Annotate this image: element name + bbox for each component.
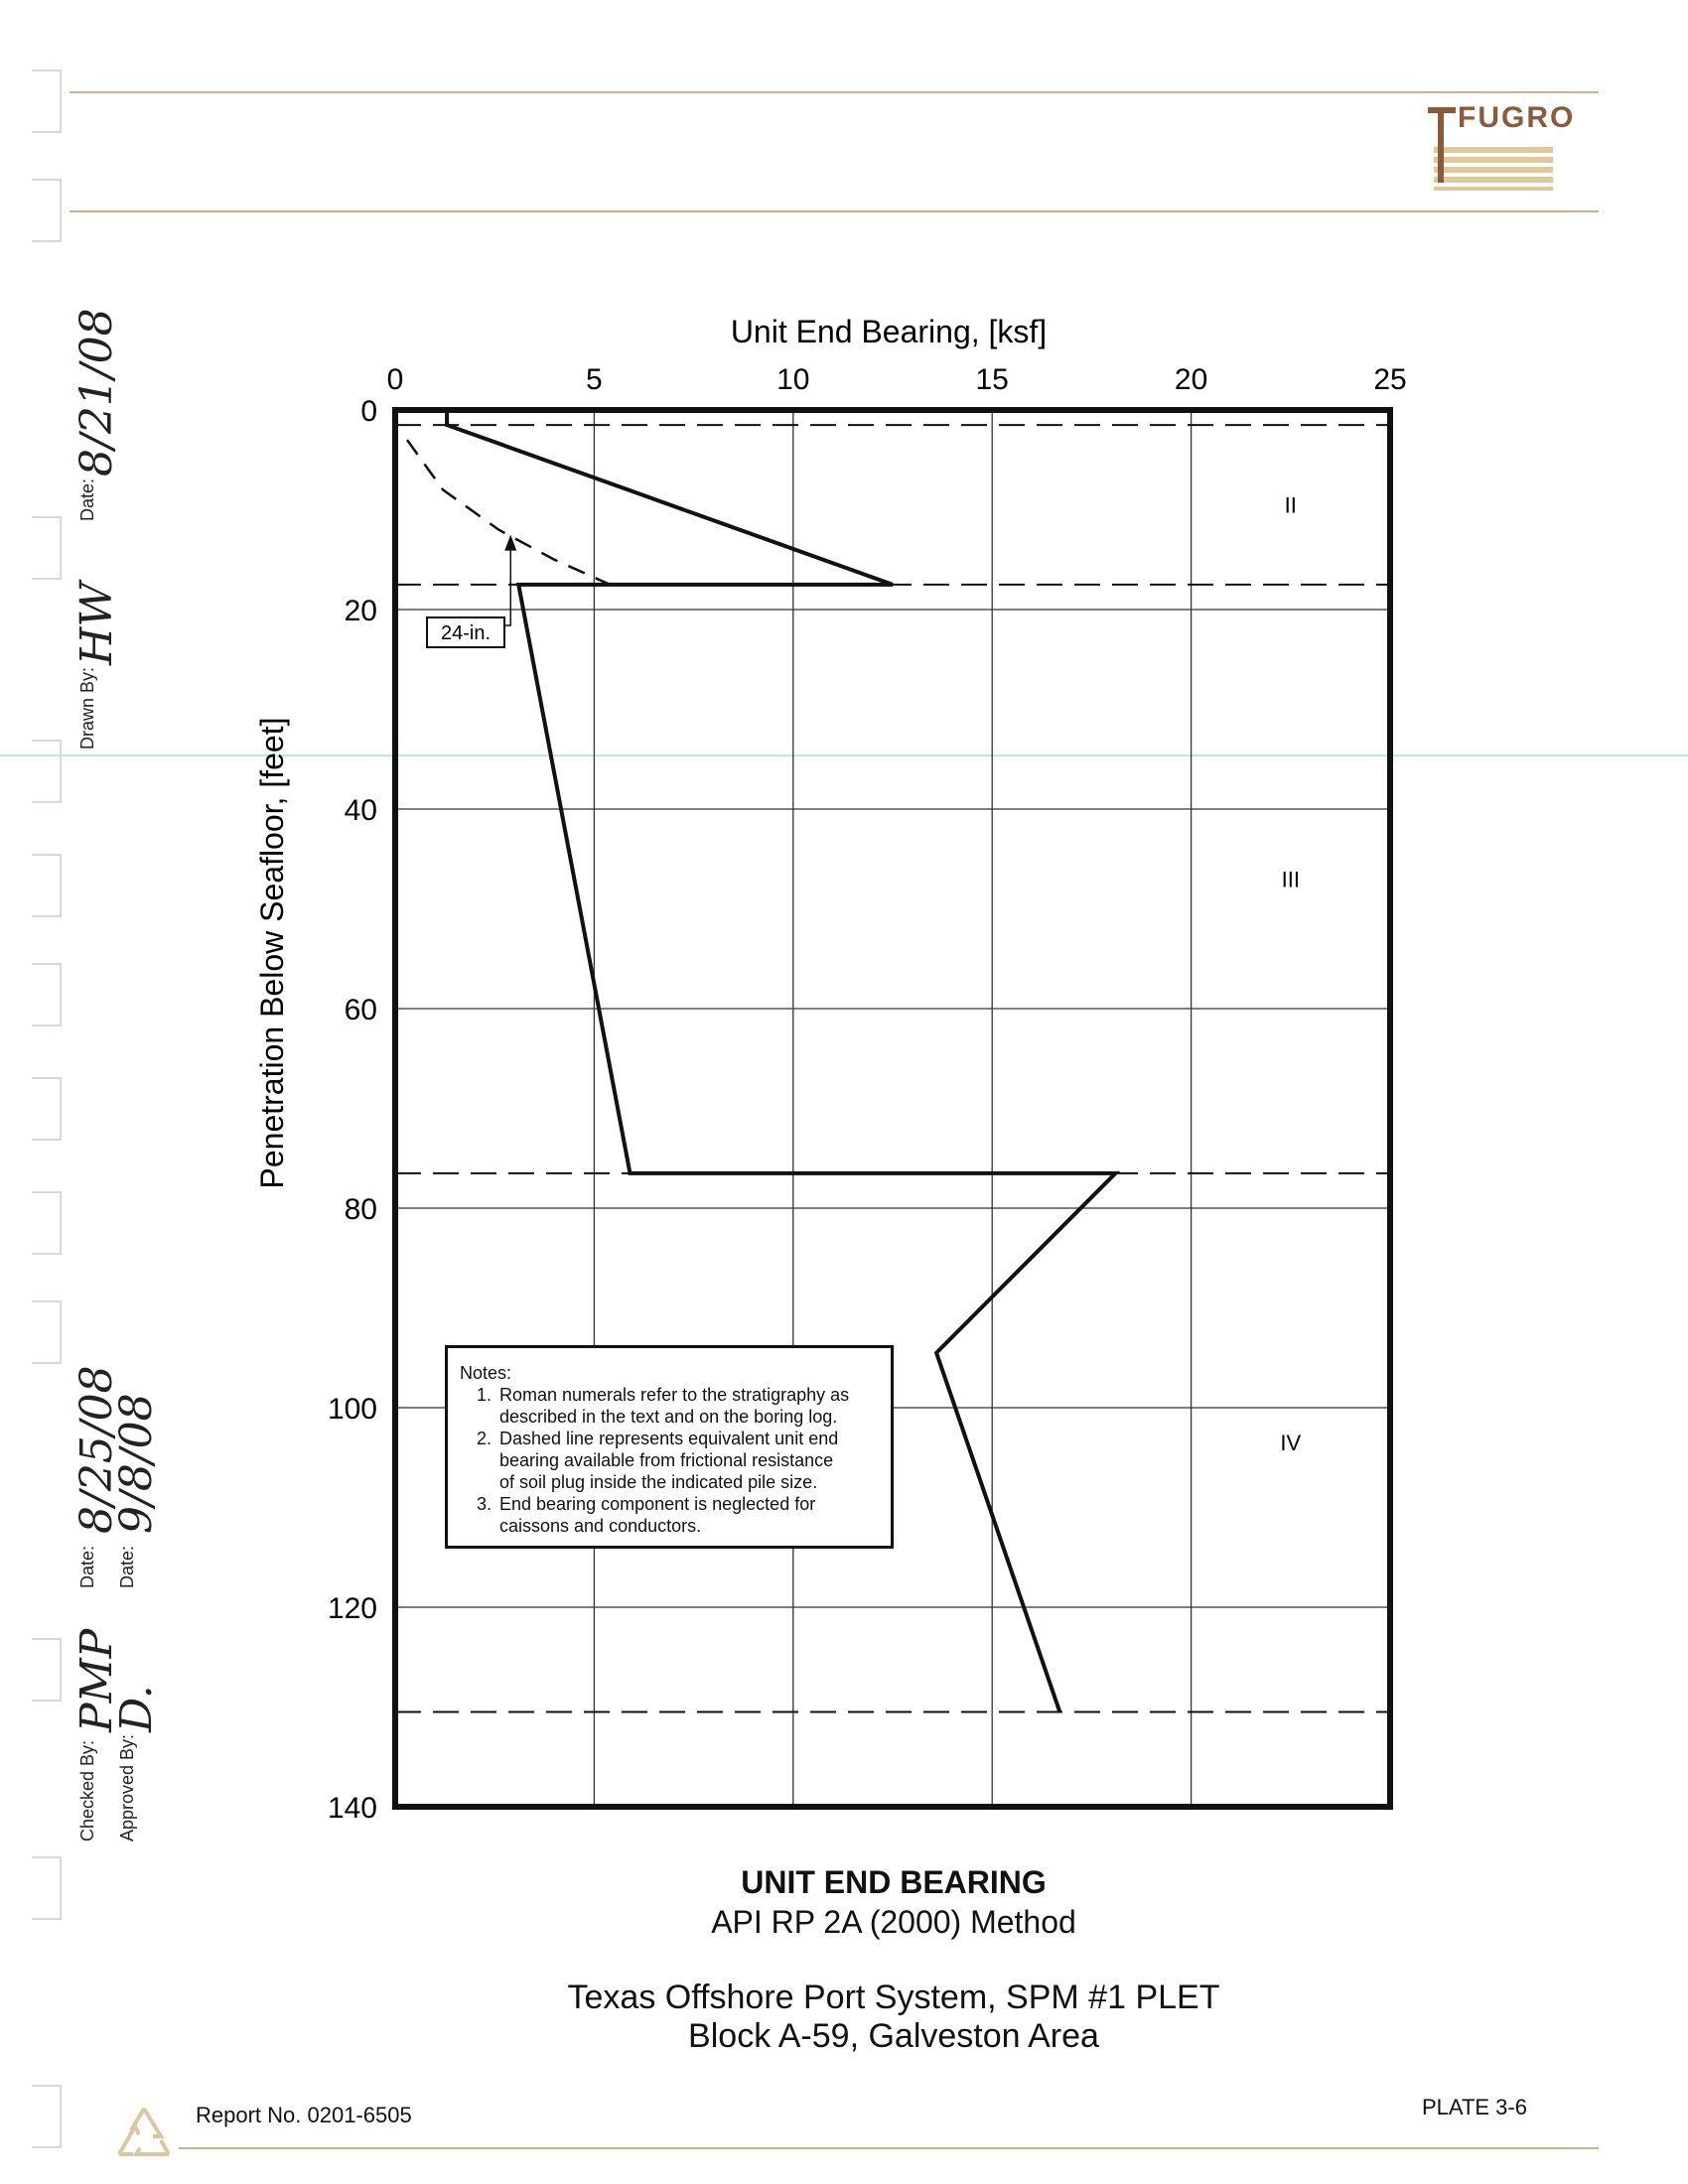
note-text (499, 1493, 815, 1537)
footer-rule (179, 2147, 1599, 2149)
note-line: Dashed line represents equivalent unit end (499, 1429, 839, 1448)
plate-number: PLATE 3-6 (1422, 2095, 1527, 2119)
strata-label: IV (1280, 1431, 1302, 1456)
caption-location: Block A-59, Galveston Area (688, 2017, 1099, 2055)
approved-by-signature: D. (111, 1685, 162, 1732)
series-line-24-in-dashed (407, 440, 610, 585)
y-tick-label: 0 (360, 395, 377, 428)
x-tick-label: 20 (1174, 363, 1208, 396)
note-line: of soil plug inside the indicated pile size. (499, 1472, 818, 1492)
drawn-by-signature: HW (71, 582, 122, 665)
y-tick-label: 60 (344, 994, 377, 1026)
notes-list (460, 1384, 879, 1537)
annotation-arrowhead (504, 535, 516, 551)
y-tick-label: 20 (344, 595, 377, 627)
x-tick-label: 15 (975, 363, 1009, 396)
notes-heading: Notes: (460, 1363, 512, 1383)
note-line: Roman numerals refer to the stratigraphy as (499, 1385, 850, 1405)
y-tick-label: 80 (344, 1193, 377, 1226)
note-line: caissons and conductors. (499, 1516, 702, 1536)
note-line: End bearing component is neglected for (499, 1494, 816, 1514)
x-tick-label: 10 (776, 363, 810, 396)
notes-box (445, 1345, 894, 1549)
annotation-label: 24-in. (440, 622, 492, 644)
y-tick-label: 100 (327, 1393, 377, 1426)
x-axis-title: Unit End Bearing, [ksf] (730, 314, 1048, 349)
note-number: 1. (476, 1385, 492, 1405)
strata-label: III (1281, 867, 1300, 892)
drawn-by-label: Drawn By: (77, 666, 97, 750)
approved-date-label: Date: (117, 1545, 137, 1588)
x-tick-label: 0 (386, 363, 404, 396)
x-tick-label: 25 (1373, 363, 1407, 396)
checked-date-label: Date: (77, 1545, 97, 1588)
plot-frame (395, 410, 1390, 1807)
checked-by-label: Checked By: (77, 1739, 97, 1842)
approved-date-signature: 9/8/08 (111, 1393, 162, 1534)
note-item (460, 1493, 879, 1537)
note-number: 3. (476, 1494, 492, 1514)
report-number: Report No. 0201-6505 (196, 2103, 412, 2127)
drawn-date-label: Date: (77, 478, 97, 521)
caption-title: UNIT END BEARING (741, 1864, 1047, 1900)
checked-by-signature: PMP (71, 1628, 122, 1732)
note-line: bearing available from frictional resistance (499, 1450, 834, 1470)
caption-project: Texas Offshore Port System, SPM #1 PLET (567, 1979, 1220, 2016)
note-number: 2. (476, 1429, 492, 1448)
annotation-leader (504, 549, 510, 625)
note-line: described in the text and on the boring log. (499, 1407, 838, 1427)
note-text (499, 1428, 838, 1493)
y-tick-label: 140 (327, 1792, 377, 1825)
logo-text: FUGRO (1458, 101, 1576, 134)
note-item (460, 1384, 879, 1428)
y-tick-label: 40 (344, 794, 377, 827)
recycle-icon (109, 2103, 179, 2164)
y-axis-title: Penetration Below Seafloor, [feet] (254, 717, 290, 1189)
drawn-date-signature: 8/21/08 (71, 308, 122, 477)
note-item (460, 1428, 879, 1493)
binder-mark (32, 2085, 62, 2148)
note-text (499, 1384, 849, 1428)
checked-date-signature: 8/25/08 (71, 1365, 122, 1534)
caption-method: API RP 2A (2000) Method (711, 1904, 1076, 1940)
strata-label: II (1284, 492, 1297, 518)
y-tick-label: 120 (327, 1592, 377, 1625)
x-tick-label: 5 (586, 363, 603, 396)
approved-by-label: Approved By: (117, 1733, 137, 1842)
